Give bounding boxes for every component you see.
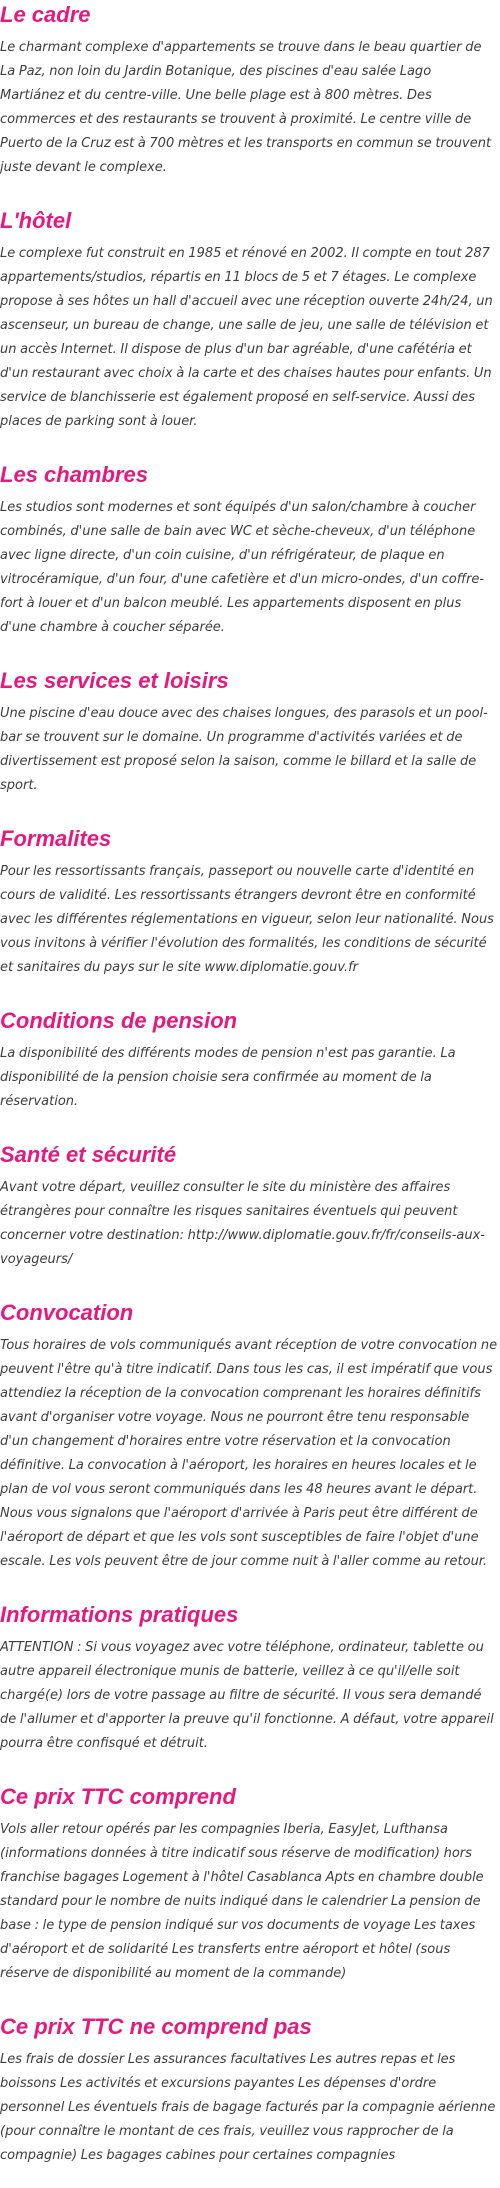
section-prix-ne-comprend-pas xyxy=(0,2012,498,2168)
section-body: Le complexe fut construit en 1985 et rénové en 2002. Il compte en tout 287 appartements/studios, répartis en 11 blocs de 5 et 7 étages. Le complexe propose à ses hôtes un hall d'accueil avec une réception ouverte 24h/24, un ascenseur, un bureau de change, une salle de jeu, une salle de télévision et un accès Internet. Il dispose de plus d'un bar agréable, d'une cafétéria et d'un restaurant avec choix à la carte et des chaises hautes pour enfants. Un service de blanchisserie est également proposé en self-service. Aussi des places de parking sont à louer. xyxy=(0,246,493,429)
section-body: Les frais de dossier Les assurances facultatives Les autres repas et les boissons Les activités et excursions payantes Les dépenses d'ordre personnel Les éventuels frais de bagage facturés par la compagnie aérienne (pour connaître le montant de ces frais, veuillez vous rapprocher de la compagnie) Les bagages cabines pour certaines compagnies xyxy=(0,2052,496,2163)
section-title: Les chambres xyxy=(0,462,148,487)
section-body: Vols aller retour opérés par les compagnies Iberia, EasyJet, Lufthansa (informations données à titre indicatif sous réserve de modification) hors franchise bagages Logement à l'hôtel Casablanca Apts en chambre double standard pour le nombre de nuits indiqué dans le calendrier La pension de base : le type de pension indiqué sur vos documents de voyage Les taxes d'aéroport et de solidarité Les transferts entre aéroport et hôtel (sous réserve de disponibilité au moment de la commande) xyxy=(0,1822,484,1981)
section-title: Ce prix TTC ne comprend pas xyxy=(0,2014,312,2039)
section-body: ATTENTION : Si vous voyagez avec votre téléphone, ordinateur, tablette ou autre appareil électronique munis de batterie, veillez à ce qu'il/elle soit chargé(e) lors de votre passage au filtre de sécurité. Il vous sera demandé de l'allumer et d'apporter la preuve qu'il fonctionne. A défaut, votre appareil pourra être confisqué et détruit. xyxy=(0,1640,494,1751)
section-conditions-pension xyxy=(0,1006,498,1114)
section-title: Ce prix TTC comprend xyxy=(0,1784,236,1809)
section-body: La disponibilité des différents modes de pension n'est pas garantie. La disponibilité de la pension choisie sera confirmée au moment de la réservation. xyxy=(0,1046,456,1109)
section-title: Le cadre xyxy=(0,2,91,27)
section-title: Convocation xyxy=(0,1300,134,1325)
section-title: Les services et loisirs xyxy=(0,668,229,693)
section-formalites xyxy=(0,824,498,980)
section-title: Formalites xyxy=(0,826,112,851)
section-title: Conditions de pension xyxy=(0,1008,238,1033)
section-title: Informations pratiques xyxy=(0,1602,239,1627)
section-convocation xyxy=(0,1298,498,1574)
section-body: Le charmant complexe d'appartements se trouve dans le beau quartier de La Paz, non loin du Jardin Botanique, des piscines d'eau salée Lago Martiánez et du centre-ville. Une belle plage est à 800 mètres. Des commerces et des restaurants se trouvent à proximité. Le centre ville de Puerto de la Cruz est à 700 mètres et les transports en commun se trouvent juste devant le complexe. xyxy=(0,40,492,175)
section-services-loisirs xyxy=(0,666,498,798)
section-body: Avant votre départ, veuillez consulter le site du ministère des affaires étrangères pour connaître les risques sanitaires éventuels qui peuvent concerner votre destination: http://www.diplomatie.gouv.fr/fr/conseils-aux-voyageurs/ xyxy=(0,1180,485,1267)
section-prix-comprend xyxy=(0,1782,498,1986)
section-body: Pour les ressortissants français, passeport ou nouvelle carte d'identité en cours de validité. Les ressortissants étrangers devront être en conformité avec les différentes réglementations en vigueur, selon leur nationalité. Nous vous invitons à vérifier l'évolution des formalités, les conditions de sécurité et sanitaires du pays sur le site www.diplomatie.gouv.fr xyxy=(0,864,494,975)
section-title: L'hôtel xyxy=(0,208,72,233)
section-le-cadre xyxy=(0,0,498,180)
section-informations-pratiques xyxy=(0,1600,498,1756)
section-body: Les studios sont modernes et sont équipés d'un salon/chambre à coucher combinés, d'une salle de bain avec WC et sèche-cheveux, d'un téléphone avec ligne directe, d'un coin cuisine, d'un réfrigérateur, de plaque en vitrocéramique, d'un four, d'une cafetière et d'un micro-ondes, d'un coffre-fort à louer et d'un balcon meublé. Les appartements disposent en plus d'une chambre à coucher séparée. xyxy=(0,500,485,635)
section-chambres xyxy=(0,460,498,640)
section-hotel xyxy=(0,206,498,434)
section-body: Tous horaires de vols communiqués avant réception de votre convocation ne peuvent l'être qu'à titre indicatif. Dans tous les cas, il est impératif que vous attendiez la réception de la convocation comprenant les horaires définitifs avant d'organiser votre voyage. Nous ne pourront être tenu responsable d'un changement d'horaires entre votre réservation et la convocation définitive. La convocation à l'aéroport, les horaires en heures locales et le plan de vol vous seront communiqués dans les 48 heures avant le départ. Nous vous signalons que l'aéroport d'arrivée à Paris peut être différent de l'aéroport de départ et que les vols sont susceptibles de faire l'objet d'une escale. Les vols peuvent être de jour comme nuit à l'aller comme au retour. xyxy=(0,1338,498,1569)
section-body: Une piscine d'eau douce avec des chaises longues, des parasols et un pool-bar se trouvent sur le domaine. Un programme d'activités variées et de divertissement est proposé selon la saison, comme le billard et la salle de sport. xyxy=(0,706,488,793)
section-sante-securite xyxy=(0,1140,498,1272)
section-title: Santé et sécurité xyxy=(0,1142,177,1167)
